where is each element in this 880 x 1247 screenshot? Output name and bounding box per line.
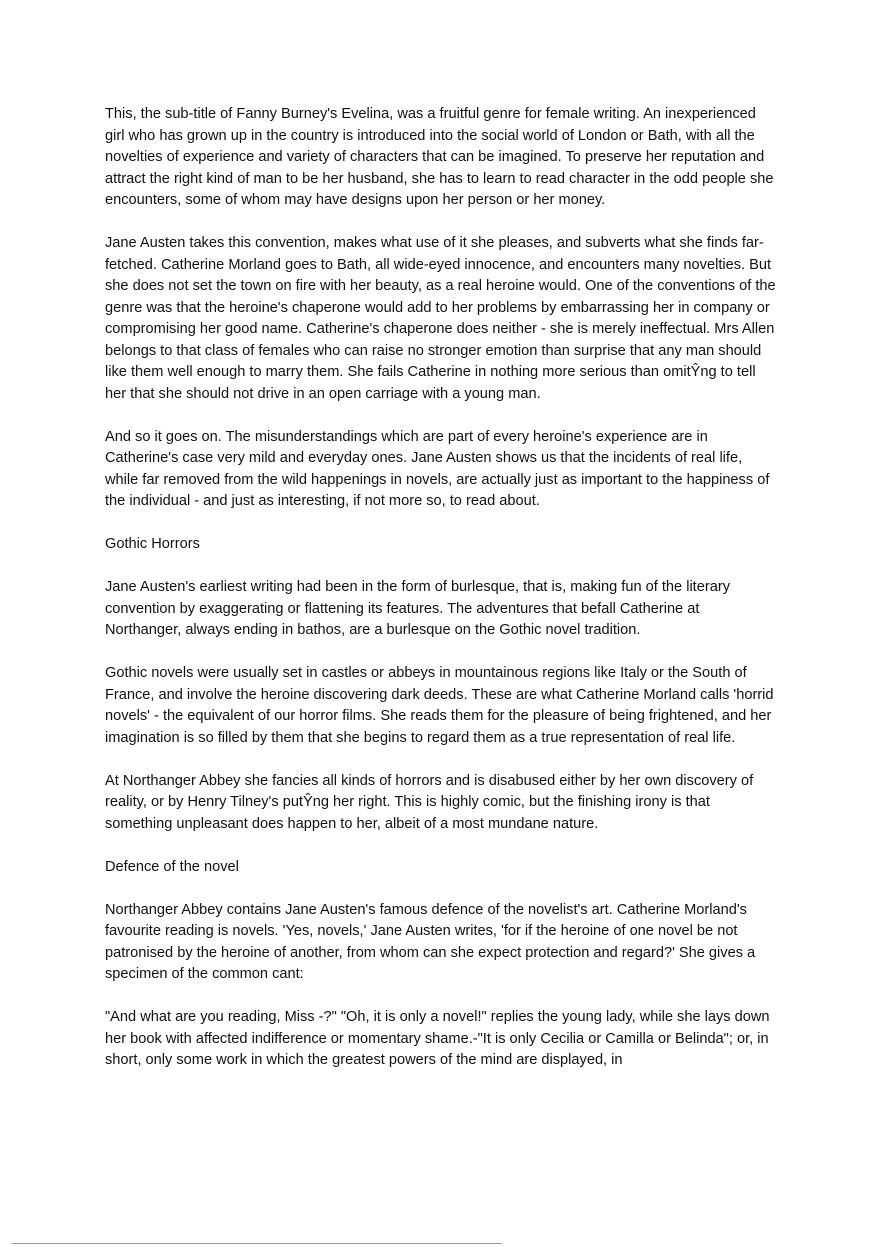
paragraph-gothic-novels: Gothic novels were usually set in castles or abbeys in mountainous regions like Italy or the South of France, and involve the heroine discovering dark deeds. These are what Catherine Morland calls 'horrid novels' - the equivalent of our horror films. She reads them for the pleasure of being frightened, and her imagination is so filled by them that she begins to regard them as a true representation of real life. bbox=[105, 665, 774, 746]
page-bottom-rule bbox=[12, 1243, 502, 1244]
paragraph-misunderstandings: And so it goes on. The misunderstandings which are part of every heroine's experience are in Catherine's case very mild and everyday ones. Jane Austen shows us that the incidents of real life, while far removed from the wild happenings in novels, are actually just as important to the happiness of the individual - and just as interesting, if not more so, to read about. bbox=[105, 428, 770, 509]
paragraph-northanger-horrors: At Northanger Abbey she fancies all kinds of horrors and is disabused either by her own discovery of reality, or by Henry Tilney's putŶng her right. This is highly comic, but the finishing irony is that something unpleasant does happen to her, albeit of a most mundane nature. bbox=[105, 772, 754, 832]
paragraph-defence: Northanger Abbey contains Jane Austen's famous defence of the novelist's art. Catherine Morland's favourite reading is novels. 'Yes, novels,' Jane Austen writes, 'for if the heroine of one novel be not patronised by the heroine of another, from whom can she expect protection and regard?' She gives a specimen of the common cant: bbox=[105, 901, 756, 982]
paragraph-quotation: "And what are you reading, Miss -?" "Oh, it is only a novel!" replies the young lady, while she lays down her book with affected indifference or momentary shame.-"It is only Cecilia or Camilla or Belinda"; or, in short, only some work in which the greatest powers of the mind are displayed, in bbox=[105, 1009, 770, 1068]
paragraph-burlesque: Jane Austen's earliest writing had been in the form of burlesque, that is, making fun of the literary convention by exaggerating or flattening its features. The adventures that befall Catherine at Northanger, always ending in bathos, are a burlesque on the Gothic novel tradition. bbox=[105, 579, 730, 638]
document-body bbox=[105, 104, 777, 1093]
paragraph-austen-convention: Jane Austen takes this convention, makes what use of it she pleases, and subverts what she finds far-fetched. Catherine Morland goes to Bath, all wide-eyed innocence, and encounters many novelties. But she does not set the town on fire with her beauty, as a real heroine would. One of the conventions of the genre was that the heroine's chaperone would add to her problems by embarrassing her in company or compromising her good name. Catherine's chaperone does neither - she is merely ineffectual. Mrs Allen belongs to that class of females who can raise no stronger emotion than surprise that any man should like them well enough to marry them. She fails Catherine in nothing more serious than omitŶng to tell her that she should not drive in an open carriage with a young man. bbox=[105, 235, 776, 402]
paragraph-evelina-genre: This, the sub-title of Fanny Burney's Evelina, was a fruitful genre for female writing. An inexperienced girl who has grown up in the country is introduced into the social world of London or Bath, with all the novelties of experience and variety of characters that can be imagined. To preserve her reputation and attract the right kind of man to be her husband, she has to learn to read character in the odd people she encounters, some of whom may have designs upon her person or her money. bbox=[105, 106, 774, 208]
section-heading-defence-of-novel: Defence of the novel bbox=[105, 858, 239, 875]
section-heading-gothic-horrors: Gothic Horrors bbox=[105, 536, 200, 552]
